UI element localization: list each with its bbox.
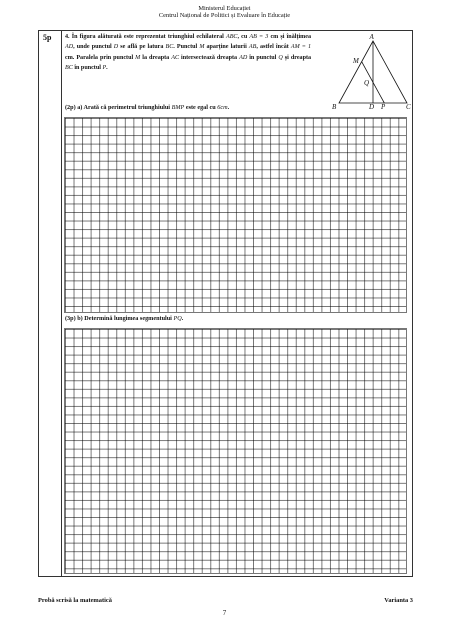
statement-text: , unde punctul [73, 44, 114, 51]
statement-math: BC [165, 44, 174, 51]
label-d: D [369, 103, 375, 110]
statement-math: M [199, 44, 205, 51]
statement-math: AD [65, 44, 74, 51]
statement-math: BC [65, 64, 73, 71]
label-a: A [369, 33, 374, 41]
part-a-prompt: (2p) a) Arată că perimetrul triunghiului BMP este egal cu 6cm. [65, 104, 230, 111]
statement-text: , astfel încât [256, 44, 291, 51]
statement-math: Q [278, 54, 283, 61]
statement-math: M [135, 54, 141, 61]
statement-text: la dreapta [140, 54, 172, 61]
answer-grid-a[interactable] [64, 117, 407, 313]
statement-math: D [113, 44, 119, 51]
answer-grid-b[interactable] [64, 328, 407, 574]
statement-text: . Punctul [173, 44, 200, 51]
statement-math: AB [248, 44, 257, 51]
statement-text: în punctul [72, 64, 103, 71]
statement-text: . [106, 64, 108, 71]
statement-text: cm. Paralela prin punctul [65, 54, 136, 61]
label-m: M [353, 57, 359, 65]
column-divider [61, 31, 62, 576]
footer-variant: Varianta 3 [384, 597, 413, 604]
problem-points: 5p [43, 33, 52, 42]
statement-text: intersectează dreapta [179, 54, 240, 61]
triangle-figure [329, 33, 411, 110]
statement-math: ABC [225, 34, 238, 40]
label-b: B [332, 103, 337, 110]
header-center: Centrul Național de Politici și Evaluare în Educație [158, 12, 291, 19]
statement-math: AM = 1 [290, 44, 312, 51]
label-q: Q [364, 79, 370, 87]
page-number: 7 [222, 609, 227, 617]
statement-text: și dreapta [282, 54, 312, 61]
statement-text: se află pe latura [118, 44, 166, 51]
statement-math: AC [171, 54, 180, 61]
footer-subject: Probă scrisă la matematică [38, 597, 112, 604]
header-ministry: Ministerul Educației [198, 5, 251, 12]
statement-text: cm și înălțimea [268, 34, 311, 40]
statement-text: în punctul [247, 54, 279, 61]
label-c: C [406, 103, 411, 110]
statement-math: AD [239, 54, 248, 61]
statement-math: AB = 3 [249, 34, 269, 40]
statement-text: aparține laturii [204, 44, 249, 51]
part-b-prompt: (3p) b) Determină lungimea segmentului PQ. [65, 315, 184, 322]
statement-math: P [102, 64, 107, 71]
problem-frame [38, 30, 413, 577]
statement-text: , cu [237, 34, 250, 40]
problem-statement [65, 32, 311, 73]
statement-text: 4. În figura alăturată este reprezentat triunghiul echilateral [65, 34, 226, 40]
label-p: P [381, 103, 386, 110]
